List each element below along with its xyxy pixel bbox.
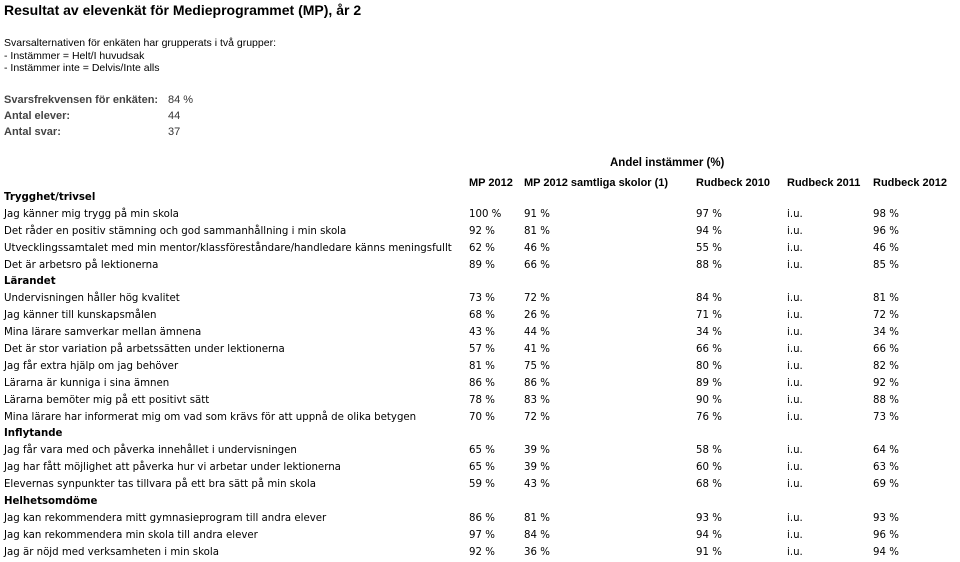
value-cell: 39 % xyxy=(524,445,550,457)
table-row xyxy=(0,342,960,359)
value-cell: 85 % xyxy=(873,259,899,271)
value-cell: 26 % xyxy=(524,310,550,322)
value-cell: 97 % xyxy=(469,529,495,541)
value-cell: 91 % xyxy=(524,208,550,220)
table-row xyxy=(0,291,960,308)
value-cell: 84 % xyxy=(524,529,550,541)
value-cell: i.u. xyxy=(787,479,803,491)
value-cell: i.u. xyxy=(787,512,803,524)
value-cell: 91 % xyxy=(696,546,722,558)
value-cell: 100 % xyxy=(469,208,502,220)
stat-label: Antal svar: xyxy=(4,126,61,138)
question-label: Undervisningen håller hög kvalitet xyxy=(4,293,180,305)
value-cell: 41 % xyxy=(524,344,550,356)
table-row xyxy=(0,224,960,241)
intro-line: - Instämmer inte = Delvis/Inte alls xyxy=(4,62,160,74)
value-cell: 63 % xyxy=(873,462,899,474)
value-cell: i.u. xyxy=(787,344,803,356)
value-cell: 96 % xyxy=(873,225,899,237)
value-cell: 86 % xyxy=(469,377,495,389)
question-label: Elevernas synpunkter tas tillvara på ett bra sätt på min skola xyxy=(4,479,316,491)
section-title: Inflytande xyxy=(4,428,63,440)
table-row xyxy=(0,359,960,376)
value-cell: 71 % xyxy=(696,310,722,322)
table-row xyxy=(0,545,960,562)
question-label: Jag kan rekommendera mitt gymnasieprogram till andra elever xyxy=(4,512,327,524)
value-cell: 78 % xyxy=(469,394,495,406)
stat-value: 84 % xyxy=(168,94,194,106)
value-cell: i.u. xyxy=(787,462,803,474)
value-cell: 86 % xyxy=(469,512,495,524)
value-cell: 81 % xyxy=(873,293,899,305)
value-cell: i.u. xyxy=(787,360,803,372)
section-header xyxy=(0,494,960,511)
value-cell: 94 % xyxy=(873,546,899,558)
section-title: Lärandet xyxy=(4,276,56,288)
value-cell: i.u. xyxy=(787,259,803,271)
value-cell: 81 % xyxy=(469,360,495,372)
stat-value: 37 xyxy=(168,126,181,138)
value-cell: 44 % xyxy=(524,327,550,339)
stat-response-rate xyxy=(4,94,194,109)
value-cell: 86 % xyxy=(524,377,550,389)
value-cell: 46 % xyxy=(524,242,550,254)
question-label: Jag får extra hjälp om jag behöver xyxy=(4,360,179,372)
value-cell: 89 % xyxy=(469,259,495,271)
stat-answers xyxy=(4,126,181,141)
results-table xyxy=(0,190,960,562)
table-row xyxy=(0,511,960,528)
section-title: Helhetsomdöme xyxy=(4,496,98,508)
stat-value: 44 xyxy=(168,110,181,122)
value-cell: 65 % xyxy=(469,462,495,474)
question-label: Jag får vara med och påverka innehållet i undervisningen xyxy=(4,445,297,457)
question-label: Det råder en positiv stämning och god sammanhållning i min skola xyxy=(4,225,347,237)
value-cell: i.u. xyxy=(787,225,803,237)
value-cell: 62 % xyxy=(469,242,495,254)
question-label: Jag känner mig trygg på min skola xyxy=(4,208,179,220)
value-cell: 81 % xyxy=(524,512,550,524)
value-cell: 73 % xyxy=(469,293,495,305)
table-row xyxy=(0,477,960,494)
value-cell: 64 % xyxy=(873,445,899,457)
column-header-rudbeck-2010: Rudbeck 2010 xyxy=(696,177,770,189)
stat-label: Antal elever: xyxy=(4,110,71,122)
value-cell: i.u. xyxy=(787,529,803,541)
value-cell: 66 % xyxy=(696,344,722,356)
section-title: Trygghet/trivsel xyxy=(4,192,96,203)
value-cell: 83 % xyxy=(524,394,550,406)
table-row xyxy=(0,393,960,410)
value-cell: 96 % xyxy=(873,529,899,541)
value-cell: 36 % xyxy=(524,546,550,558)
value-cell: i.u. xyxy=(787,293,803,305)
value-cell: i.u. xyxy=(787,208,803,220)
question-label: Lärarna bemöter mig på ett positivt sätt xyxy=(4,394,210,406)
value-cell: 43 % xyxy=(524,479,550,491)
section-header xyxy=(0,190,960,207)
value-cell: 68 % xyxy=(469,310,495,322)
value-cell: i.u. xyxy=(787,327,803,339)
table-row xyxy=(0,325,960,342)
value-cell: 57 % xyxy=(469,344,495,356)
table-row xyxy=(0,460,960,477)
value-cell: 88 % xyxy=(873,394,899,406)
value-cell: 39 % xyxy=(524,462,550,474)
value-cell: 94 % xyxy=(696,529,722,541)
value-cell: 82 % xyxy=(873,360,899,372)
table-row xyxy=(0,410,960,427)
value-cell: i.u. xyxy=(787,242,803,254)
table-row xyxy=(0,528,960,545)
table-header xyxy=(0,155,960,195)
value-cell: 66 % xyxy=(524,259,550,271)
column-group-title: Andel instämmer (%) xyxy=(610,157,725,169)
value-cell: 58 % xyxy=(696,445,722,457)
value-cell: 98 % xyxy=(873,208,899,220)
table-row xyxy=(0,258,960,275)
table-row xyxy=(0,207,960,224)
value-cell: i.u. xyxy=(787,411,803,423)
value-cell: 92 % xyxy=(873,377,899,389)
value-cell: 66 % xyxy=(873,344,899,356)
value-cell: 68 % xyxy=(696,479,722,491)
table-row xyxy=(0,376,960,393)
value-cell: 81 % xyxy=(524,225,550,237)
value-cell: 94 % xyxy=(696,225,722,237)
value-cell: 60 % xyxy=(696,462,722,474)
value-cell: 69 % xyxy=(873,479,899,491)
column-header-mp-all-schools: MP 2012 samtliga skolor (1) xyxy=(524,177,669,189)
value-cell: 73 % xyxy=(873,411,899,423)
section-header xyxy=(0,426,960,443)
intro-line: Svarsalternativen för enkäten har grupperats i två grupper: xyxy=(4,37,276,49)
table-row xyxy=(0,443,960,460)
value-cell: 93 % xyxy=(696,512,722,524)
page-title: Resultat av elevenkät för Medieprogrammet (MP), år 2 xyxy=(4,2,362,18)
value-cell: i.u. xyxy=(787,310,803,322)
section-header xyxy=(0,274,960,291)
value-cell: 34 % xyxy=(873,327,899,339)
table-row xyxy=(0,241,960,258)
column-header-mp-2012: MP 2012 xyxy=(469,177,513,189)
question-label: Lärarna är kunniga i sina ämnen xyxy=(4,377,170,389)
value-cell: 43 % xyxy=(469,327,495,339)
value-cell: 97 % xyxy=(696,208,722,220)
question-label: Det är arbetsro på lektionerna xyxy=(4,259,159,271)
intro-line: - Instämmer = Helt/I huvudsak xyxy=(4,49,145,62)
value-cell: 72 % xyxy=(873,310,899,322)
table-row xyxy=(0,308,960,325)
value-cell: 55 % xyxy=(696,242,722,254)
value-cell: 70 % xyxy=(469,411,495,423)
survey-stats xyxy=(4,94,194,154)
value-cell: 80 % xyxy=(696,360,722,372)
value-cell: 90 % xyxy=(696,394,722,406)
value-cell: 92 % xyxy=(469,225,495,237)
stat-students xyxy=(4,110,181,125)
question-label: Jag har fått möjlighet att påverka hur vi arbetar under lektionerna xyxy=(4,462,341,474)
value-cell: 84 % xyxy=(696,293,722,305)
question-label: Mina lärare har informerat mig om vad som krävs för att uppnå de olika betygen xyxy=(4,411,417,423)
value-cell: 92 % xyxy=(469,546,495,558)
value-cell: 59 % xyxy=(469,479,495,491)
value-cell: 88 % xyxy=(696,259,722,271)
value-cell: i.u. xyxy=(787,546,803,558)
value-cell: 34 % xyxy=(696,327,722,339)
value-cell: 72 % xyxy=(524,293,550,305)
value-cell: 89 % xyxy=(696,377,722,389)
intro-text xyxy=(4,37,276,75)
value-cell: 65 % xyxy=(469,445,495,457)
column-header-rudbeck-2011: Rudbeck 2011 xyxy=(787,177,861,189)
column-header-rudbeck-2012: Rudbeck 2012 xyxy=(873,177,947,189)
value-cell: 46 % xyxy=(873,242,899,254)
question-label: Det är stor variation på arbetssätten under lektionerna xyxy=(4,344,285,356)
value-cell: i.u. xyxy=(787,377,803,389)
question-label: Utvecklingssamtalet med min mentor/klassföreståndare/handledare känns meningsfullt xyxy=(4,242,452,254)
value-cell: 93 % xyxy=(873,512,899,524)
value-cell: i.u. xyxy=(787,394,803,406)
value-cell: 76 % xyxy=(696,411,722,423)
value-cell: 72 % xyxy=(524,411,550,423)
value-cell: 75 % xyxy=(524,360,550,372)
value-cell: i.u. xyxy=(787,445,803,457)
question-label: Jag känner till kunskapsmålen xyxy=(4,310,157,322)
stat-label: Svarsfrekvensen för enkäten: xyxy=(4,94,159,106)
question-label: Jag är nöjd med verksamheten i min skola xyxy=(4,546,219,558)
question-label: Mina lärare samverkar mellan ämnena xyxy=(4,327,202,339)
question-label: Jag kan rekommendera min skola till andra elever xyxy=(4,529,258,541)
